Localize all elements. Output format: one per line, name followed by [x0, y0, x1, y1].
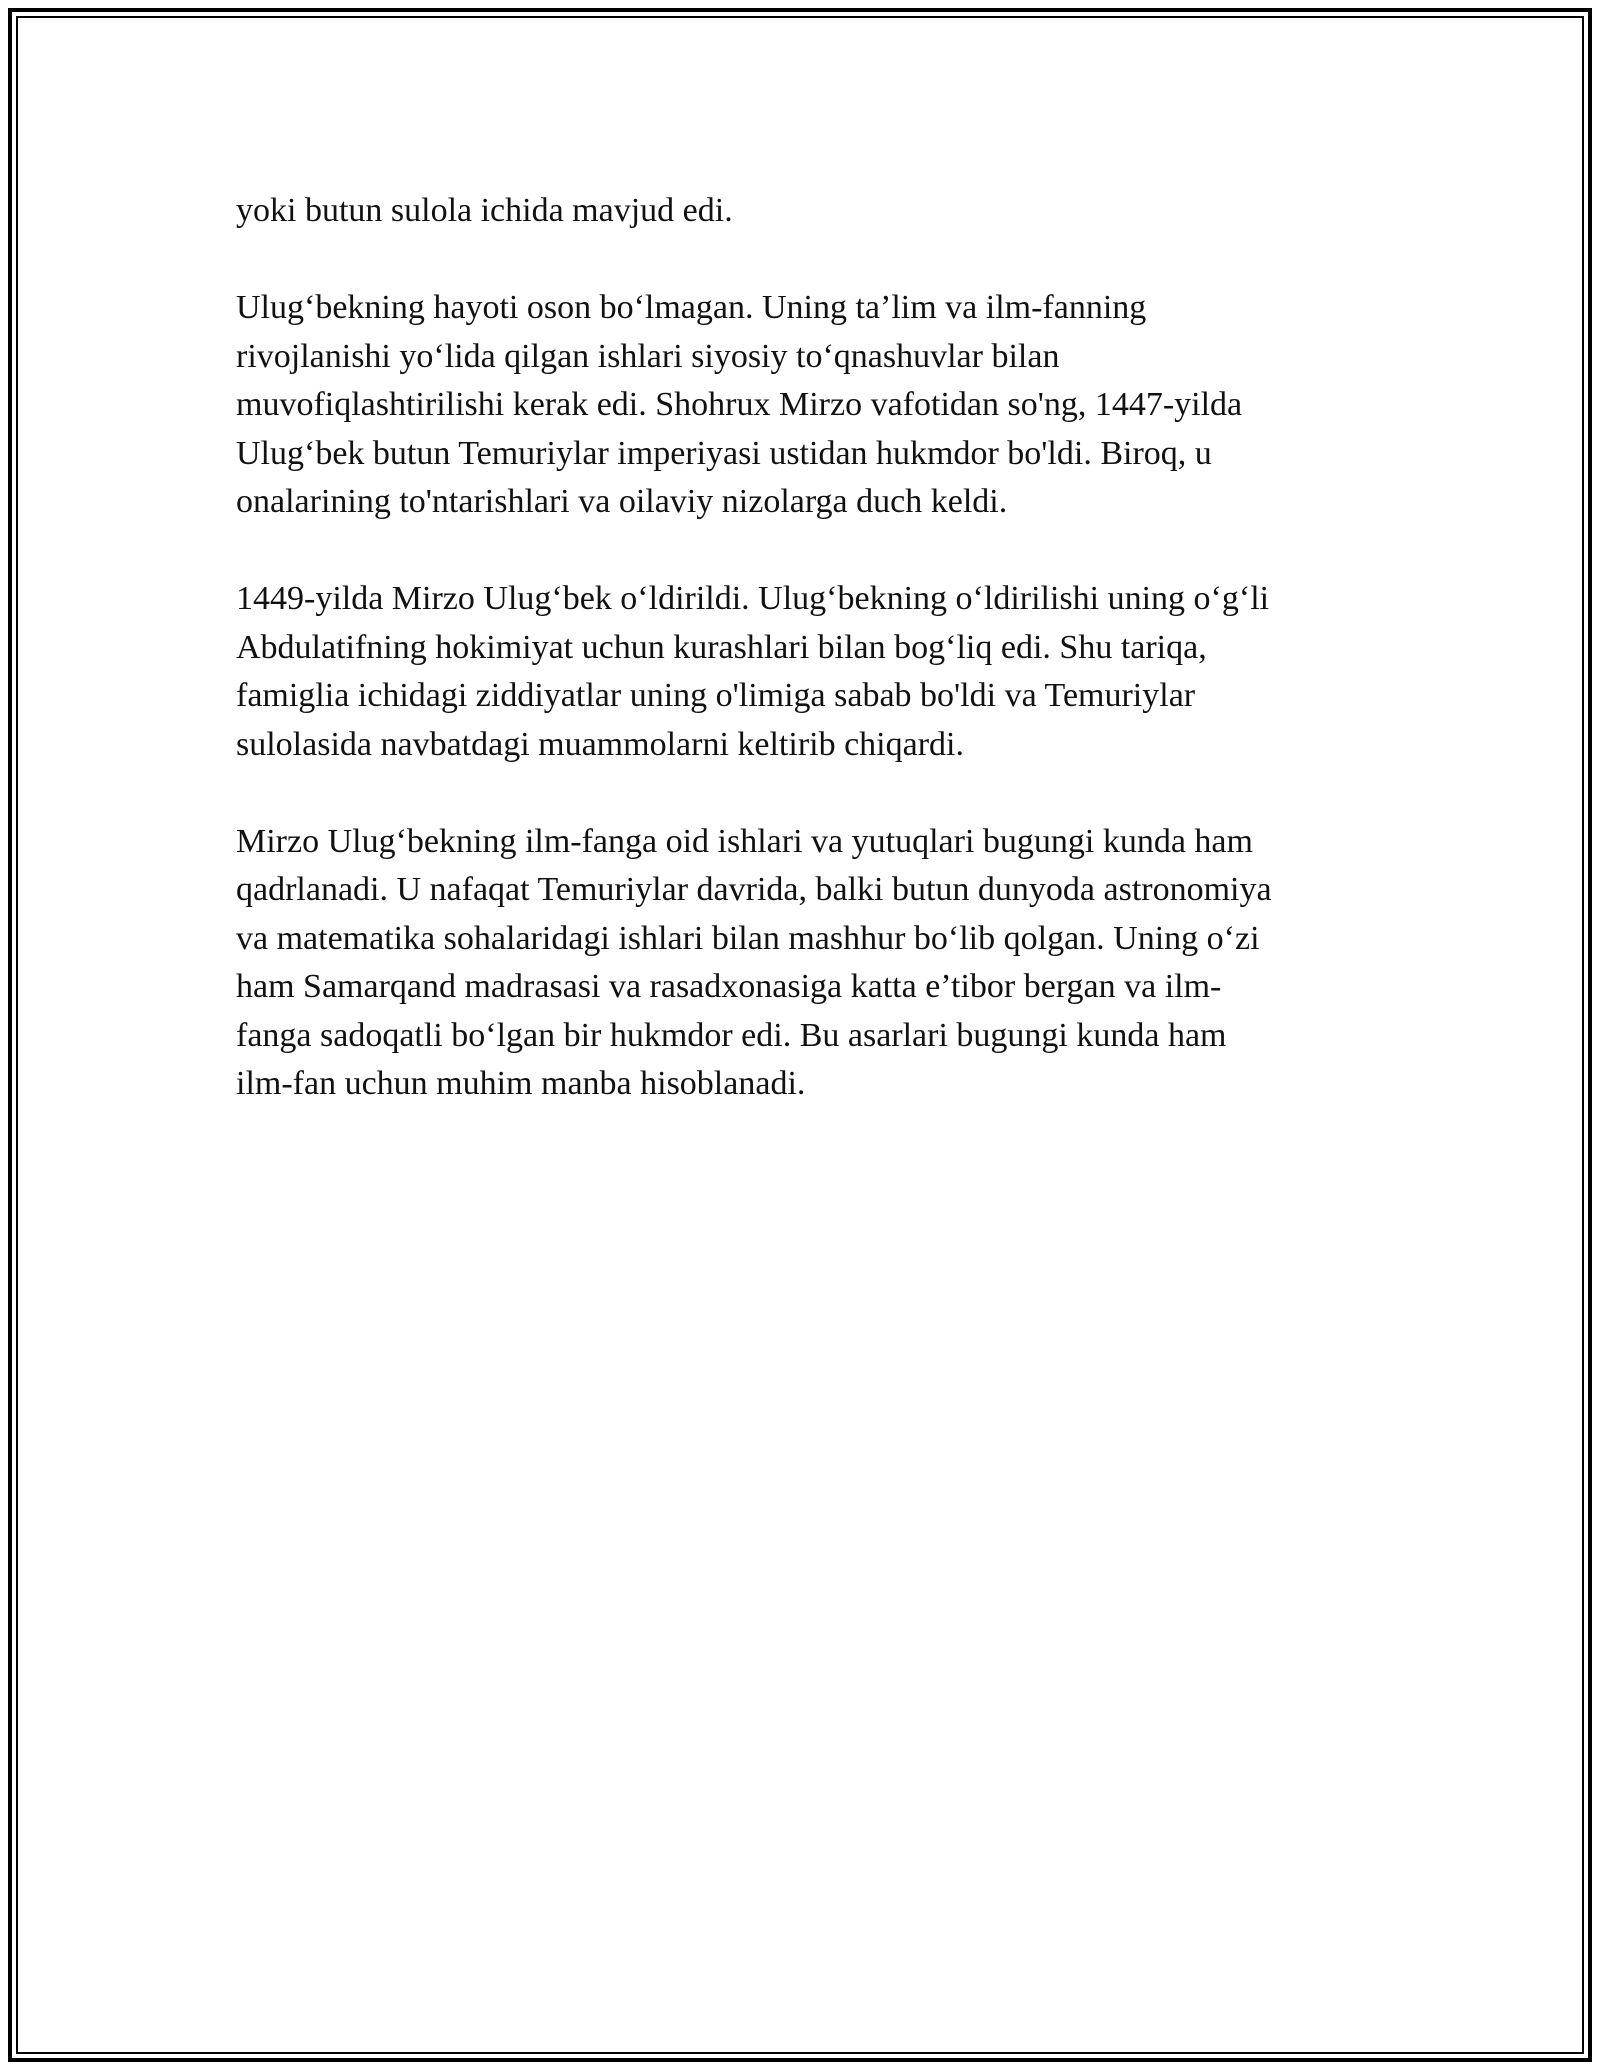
paragraph-3: 1449-yilda Mirzo Ulug‘bek o‘ldirildi. Ulug‘bekning o‘ldirilishi uning o‘g‘li Abdulatifning hokimiyat uchun kurashlari bilan bog‘liq edi. Shu tariqa, famiglia ichidagi ziddiyatlar uning o'limiga sabab bo'ldi va Temuriylar sulolasida navbatdagi muammolarni keltirib chiqardi.: [236, 580, 1270, 763]
paragraph-1: yoki butun sulola ichida mavjud edi.: [236, 192, 733, 229]
paragraph-4: Mirzo Ulug‘bekning ilm-fanga oid ishlari va yutuqlari bugungi kunda ham qadrlanadi. U nafaqat Temuriylar davrida, balki butun dunyoda astronomiya va matematika sohalaridagi ishlari bilan mashhur bo‘lib qolgan. Uning o‘zi ham Samarqand madrasasi va rasadxonasiga katta e’tibor bergan va ilm- fanga sadoqatli bo‘lgan bir hukmdor edi. Bu asarlari bugungi kunda ham ilm-fan uchun muhim manba hisoblanadi.: [236, 822, 1272, 1102]
paragraph-2: Ulug‘bekning hayoti oson bo‘lmagan. Uning ta’lim va ilm-fanning rivojlanishi yo‘lida qilgan ishlari siyosiy to‘qnashuvlar bilan muvofiqlashtirilishi kerak edi. Shohrux Mirzo vafotidan so'ng, 1447-yilda Ulug‘bek butun Temuriylar imperiyasi ustidan hukmdor bo'ldi. Biroq, u onalarining to'ntarishlari va oilaviy nizolarga duch keldi.: [236, 289, 1243, 520]
document-body: [236, 187, 1366, 1157]
